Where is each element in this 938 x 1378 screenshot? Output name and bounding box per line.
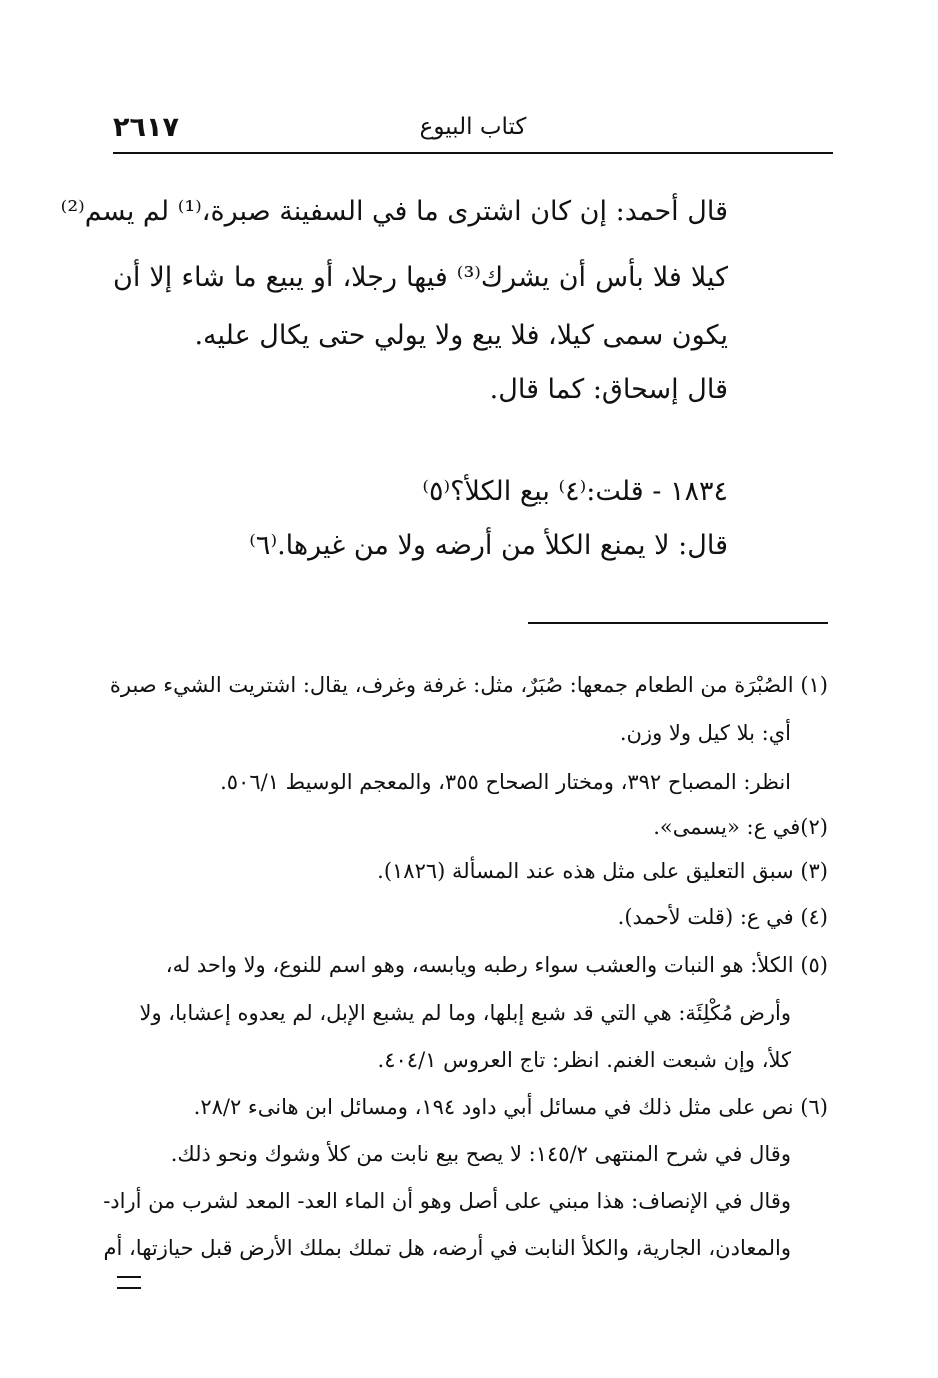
footnote-6-line-3: وقال في الإنصاف: هذا مبني على أصل وهو أن الماء العد- المعد لشرب من أراد-	[103, 1189, 791, 1213]
footnote-4: (٤) في ع: (قلت لأحمد).	[617, 905, 828, 929]
footnote-6-line-1: (٦) نص على مثل ذلك في مسائل أبي داود ١٩٤، ومسائل ابن هانىء ٢٨/٢.	[193, 1095, 828, 1119]
body-line-2: كيلا فلا بأس أن يشرك⁽³⁾ فيها رجلا، أو يبيع ما شاء إلا أن	[113, 262, 728, 293]
footnote-1-line-2: أي: بلا كيل ولا وزن.	[619, 721, 791, 745]
header-rule	[113, 152, 833, 154]
footnote-rule	[528, 622, 828, 624]
continuation-mark	[117, 1276, 141, 1289]
body-line-1: قال أحمد: إن كان اشترى ما في السفينة صبرة،⁽¹⁾ لم يسم⁽²⁾	[60, 196, 728, 227]
footnote-5-line-1: (٥) الكلأ: هو النبات والعشب سواء رطبه ويابسه، وهو اسم للنوع، ولا واحد له،	[165, 953, 828, 977]
footnote-6-line-4: والمعادن، الجارية، والكلأ النابت في أرضه، هل تملك بملك الأرض قبل حيازتها، أم	[103, 1236, 791, 1260]
footnote-5-line-2: وأرض مُكْلِئَة: هي التي قد شبع إبلها، وما لم يشبع الإبل، لم يعدوه إعشابا، ولا	[139, 1001, 791, 1025]
body-line-3: يكون سمى كيلا، فلا يبع ولا يولي حتى يكال عليه.	[194, 320, 728, 351]
book-title: كتاب البيوع	[419, 114, 527, 140]
footnote-1-line-3: انظر: المصباح ٣٩٢، ومختار الصحاح ٣٥٥، والمعجم الوسيط ٥٠٦/١.	[220, 770, 791, 794]
page-header	[113, 112, 833, 152]
body-line-4: قال إسحاق: كما قال.	[489, 374, 728, 405]
page-number: ٢٦١٧	[113, 112, 179, 143]
footnote-6-line-2: وقال في شرح المنتهى ١٤٥/٢: لا يصح بيع نابت من كلأ وشوك ونحو ذلك.	[170, 1142, 791, 1166]
question-heading: ١٨٣٤ - قلت:⁽٤⁾ بيع الكلأ؟⁽٥⁾	[422, 476, 728, 507]
footnote-5-line-3: كلأ، وإن شبعت الغنم. انظر: تاج العروس ٤٠٤/١.	[377, 1048, 791, 1072]
footnote-1-line-1: (١) الصُبْرَة من الطعام جمعها: صُبَرٌ، مثل: غرفة وغرف، يقال: اشتريت الشيء صبرة	[109, 673, 828, 697]
footnote-3: (٣) سبق التعليق على مثل هذه عند المسألة (١٨٢٦).	[377, 859, 828, 883]
body-line-6: قال: لا يمنع الكلأ من أرضه ولا من غيرها.⁽٦⁾	[249, 530, 728, 561]
footnote-2: (٢)في ع: «يسمى».	[653, 815, 828, 839]
